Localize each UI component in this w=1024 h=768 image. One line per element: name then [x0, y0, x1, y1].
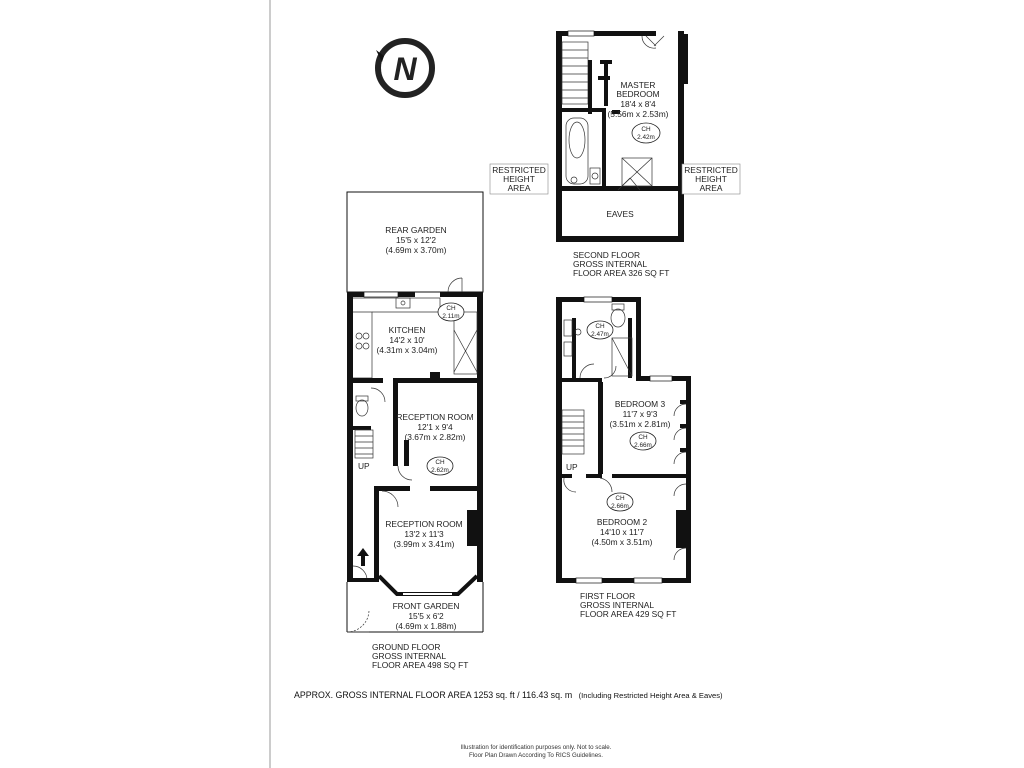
second-floor-plan [490, 31, 740, 278]
first-floor-up-label: UP [566, 462, 578, 472]
front-garden-metric: (4.69m x 1.88m) [395, 621, 457, 631]
svg-text:RESTRICTED: RESTRICTED [684, 165, 738, 175]
master-bedroom-label: MASTER [620, 80, 656, 90]
second-floor-caption [573, 250, 669, 278]
rear-garden-label: REAR GARDEN [385, 225, 447, 235]
restricted-area-left-label [490, 164, 548, 194]
bathtub-icon [566, 118, 588, 184]
svg-text:N: N [393, 51, 417, 87]
svg-text:GROUND FLOOR: GROUND FLOOR [372, 642, 441, 652]
svg-text:FLOOR AREA 498 SQ FT: FLOOR AREA 498 SQ FT [372, 660, 469, 670]
svg-text:HEIGHT: HEIGHT [695, 174, 727, 184]
toilet-icon [611, 304, 625, 327]
bedroom-2-imperial: 14'10 x 11'7 [599, 527, 645, 537]
svg-text:GROSS INTERNAL: GROSS INTERNAL [372, 651, 446, 661]
kitchen-metric: (4.31m x 3.04m) [376, 345, 438, 355]
ceiling-height-badge [632, 123, 660, 143]
eaves-label: EAVES [606, 209, 634, 219]
bedroom-2-label: BEDROOM 2 [596, 517, 648, 527]
restricted-area-right-label [682, 164, 740, 194]
svg-text:HEIGHT: HEIGHT [503, 174, 535, 184]
front-garden-imperial: 15'5 x 6'2 [408, 611, 444, 621]
svg-text:SECOND FLOOR: SECOND FLOOR [573, 250, 641, 260]
front-garden-label: FRONT GARDEN [392, 601, 460, 611]
svg-text:AREA: AREA [699, 183, 723, 193]
entrance-arrow-icon [357, 548, 369, 566]
bedroom-3-imperial: 11'7 x 9'3 [622, 409, 658, 419]
master-bedroom-metric: (5.56m x 2.53m) [607, 109, 669, 119]
svg-text:CH: CH [641, 126, 651, 133]
kitchen-label: KITCHEN [388, 325, 426, 335]
toilet-icon [356, 396, 368, 416]
svg-text:FLOOR AREA 326 SQ FT: FLOOR AREA 326 SQ FT [573, 268, 670, 278]
total-area-main: APPROX. GROSS INTERNAL FLOOR AREA 1253 sq. ft / 116.43 sq. m [294, 690, 573, 700]
reception-room-1-metric: (3.67m x 2.82m) [404, 432, 466, 442]
reception-room-1-label: RECEPTION ROOM [396, 412, 474, 422]
kitchen-imperial: 14'2 x 10' [389, 335, 425, 345]
reception-room-2-imperial: 13'2 x 11'3 [404, 529, 444, 539]
svg-text:FLOOR AREA 429 SQ FT: FLOOR AREA 429 SQ FT [580, 609, 677, 619]
ceiling-height-badge [427, 457, 453, 475]
ceiling-height-badge [607, 493, 633, 511]
reception-room-2-label: RECEPTION ROOM [385, 519, 463, 529]
master-bedroom-imperial: 18'4 x 8'4 [620, 99, 656, 109]
master-bedroom-label-2: BEDROOM [616, 89, 660, 99]
svg-text:RESTRICTED: RESTRICTED [492, 165, 546, 175]
stairs-icon [355, 430, 373, 458]
disclaimer [461, 744, 612, 759]
svg-text:2.66m: 2.66m [611, 503, 629, 510]
svg-text:Floor Plan Drawn According To: Floor Plan Drawn According To RICS Guidelines. [468, 752, 604, 759]
bedroom-3-metric: (3.51m x 2.81m) [609, 419, 671, 429]
svg-text:FIRST FLOOR: FIRST FLOOR [580, 591, 636, 601]
ceiling-height-badge [438, 303, 464, 321]
bedroom-3-label: BEDROOM 3 [614, 399, 666, 409]
hob-icon [356, 333, 369, 349]
stairs-icon [562, 410, 584, 454]
first-floor-plan [556, 297, 691, 619]
reception-room-2-metric: (3.99m x 3.41m) [393, 539, 455, 549]
total-area-suffix: (Including Restricted Height Area & Eaves) [578, 691, 723, 700]
svg-text:2.42m: 2.42m [637, 134, 655, 141]
svg-text:GROSS INTERNAL: GROSS INTERNAL [580, 600, 654, 610]
svg-text:AREA: AREA [507, 183, 531, 193]
svg-text:2.66m: 2.66m [634, 442, 652, 449]
svg-text:CH: CH [638, 434, 648, 441]
svg-text:2.62m: 2.62m [431, 467, 449, 474]
ground-floor-up-label: UP [358, 461, 370, 471]
bay-window [379, 576, 477, 594]
washbasin-icon [590, 168, 600, 184]
svg-text:CH: CH [446, 305, 456, 312]
svg-text:Illustration for identificatio: Illustration for identification purposes only. Not to scale. [460, 744, 612, 751]
first-floor-caption [580, 591, 676, 619]
ceiling-height-badge [587, 321, 613, 339]
svg-text:2.11m: 2.11m [442, 313, 460, 320]
svg-text:APPROX. GROSS INTERNAL FLOOR A [294, 690, 723, 700]
bedroom-2-metric: (4.50m x 3.51m) [591, 537, 653, 547]
svg-text:2.47m: 2.47m [591, 331, 609, 338]
ground-floor-caption [372, 642, 468, 670]
svg-text:GROSS INTERNAL: GROSS INTERNAL [573, 259, 647, 269]
ground-floor-plan [347, 192, 483, 670]
north-compass-icon [376, 41, 432, 95]
rear-garden-imperial: 15'5 x 12'2 [396, 235, 436, 245]
rear-garden-metric: (4.69m x 3.70m) [385, 245, 447, 255]
ceiling-height-badge [630, 432, 656, 450]
reception-room-1-imperial: 12'1 x 9'4 [417, 422, 453, 432]
stairs-icon [562, 42, 588, 104]
svg-text:CH: CH [595, 323, 605, 330]
svg-text:CH: CH [615, 495, 625, 502]
svg-text:CH: CH [435, 459, 445, 466]
total-area-line [294, 690, 723, 700]
